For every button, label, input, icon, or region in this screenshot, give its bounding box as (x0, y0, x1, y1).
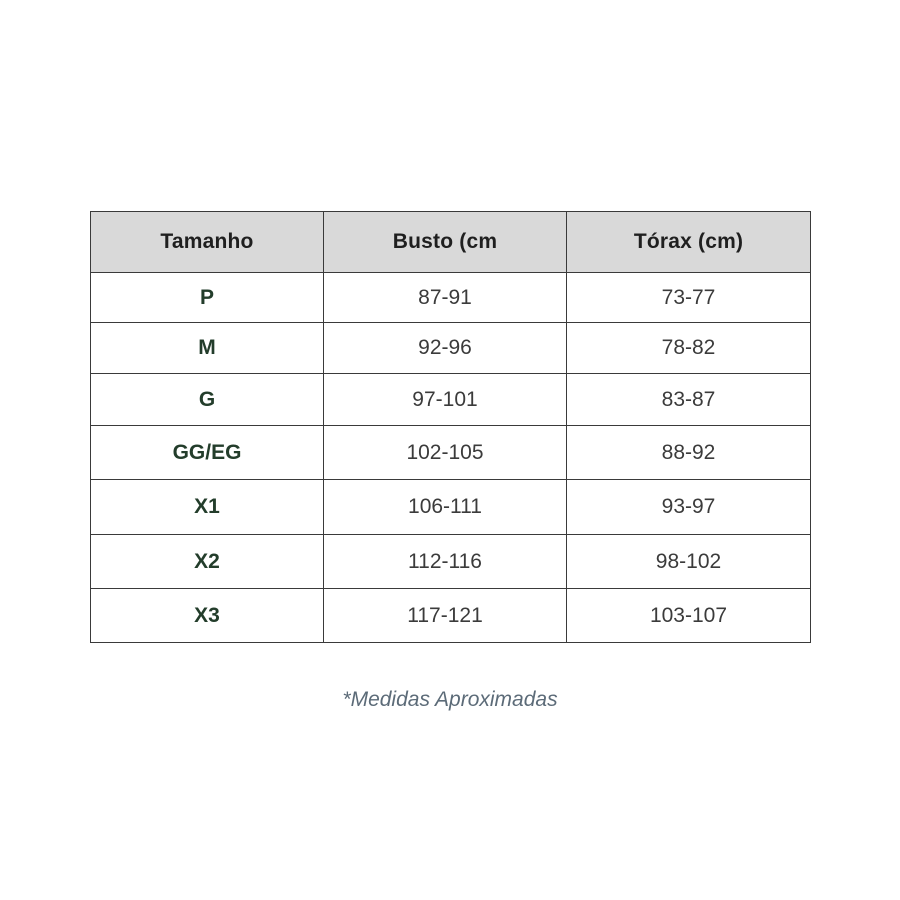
chest-cell: 88-92 (567, 426, 811, 480)
header-bust: Busto (cm (324, 212, 567, 273)
footnote-approximate-measures: *Medidas Aproximadas (342, 688, 558, 711)
chest-cell: 78-82 (567, 323, 811, 374)
chest-cell: 73-77 (567, 273, 811, 323)
header-size: Tamanho (91, 212, 324, 273)
size-cell: X1 (91, 480, 324, 535)
bust-cell: 87-91 (324, 273, 567, 323)
chest-cell: 93-97 (567, 480, 811, 535)
table-row (91, 374, 811, 426)
table-row (91, 323, 811, 374)
table-row (91, 589, 811, 643)
table-row (91, 426, 811, 480)
size-chart-table (90, 211, 811, 643)
bust-cell: 117-121 (324, 589, 567, 643)
bust-cell: 102-105 (324, 426, 567, 480)
chest-cell: 83-87 (567, 374, 811, 426)
size-cell: G (91, 374, 324, 426)
bust-cell: 92-96 (324, 323, 567, 374)
size-cell: X2 (91, 535, 324, 589)
table-header-row (91, 212, 811, 273)
table-row (91, 480, 811, 535)
chest-cell: 98-102 (567, 535, 811, 589)
size-cell: GG/EG (91, 426, 324, 480)
header-chest: Tórax (cm) (567, 212, 811, 273)
bust-cell: 112-116 (324, 535, 567, 589)
table-row (91, 273, 811, 323)
size-cell: M (91, 323, 324, 374)
chest-cell: 103-107 (567, 589, 811, 643)
bust-cell: 97-101 (324, 374, 567, 426)
bust-cell: 106-111 (324, 480, 567, 535)
size-cell: X3 (91, 589, 324, 643)
table-row (91, 535, 811, 589)
size-cell: P (91, 273, 324, 323)
